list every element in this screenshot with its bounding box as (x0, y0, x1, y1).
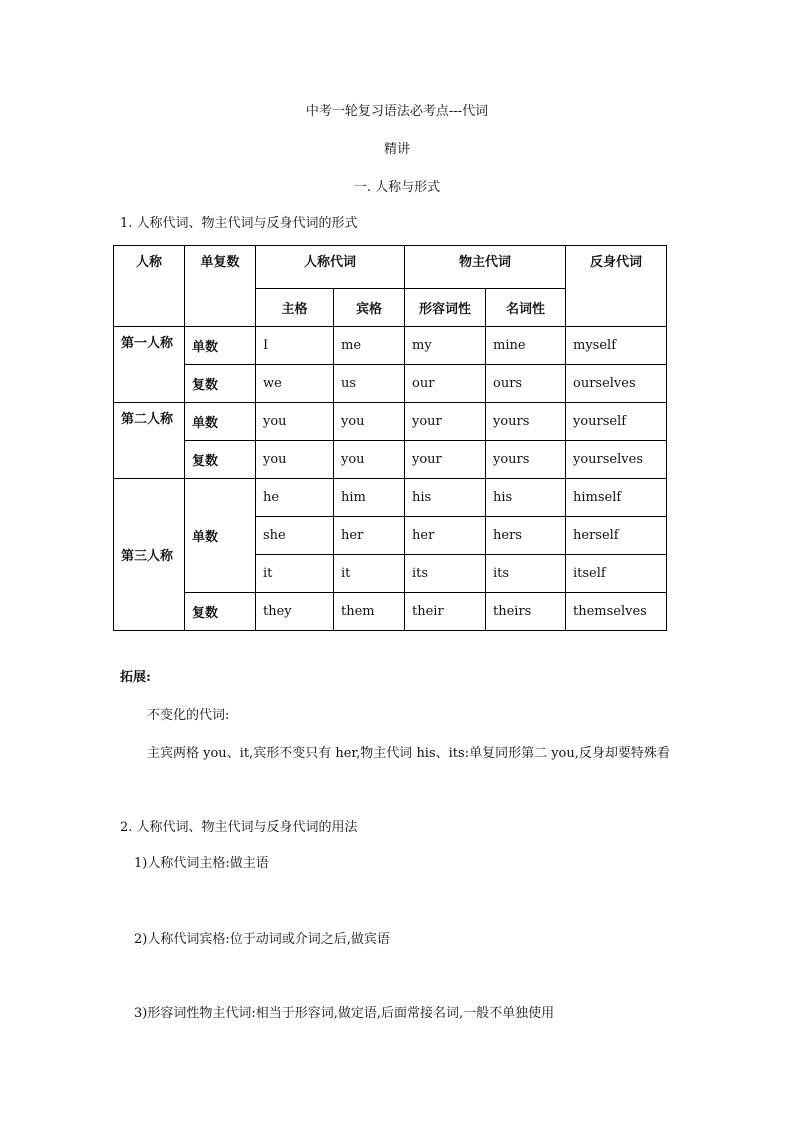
page-subtitle: 精讲 (383, 142, 410, 157)
header-reflexive-pronoun: 反身代词 (566, 246, 667, 327)
header-number: 单复数 (185, 246, 256, 327)
table-row (114, 403, 667, 441)
heading-usage: 2. 人称代词、物主代词与反身代词的用法 (120, 820, 358, 835)
table-cell: them (334, 593, 405, 631)
table-row (114, 365, 667, 403)
table-cell: his (486, 479, 566, 517)
table-cell: our (405, 365, 486, 403)
header-noun: 名词性 (486, 289, 566, 327)
page-title: 中考一轮复习语法必考点---代词 (305, 104, 489, 119)
usage-item: 3)形容词性物主代词:相当于形容词,做定语,后面常接名词,一般不单独使用 (134, 1006, 555, 1021)
header-objective: 宾格 (334, 289, 405, 327)
header-nominative: 主格 (256, 289, 334, 327)
extension-text: 不变化的代词: (147, 708, 230, 723)
table-cell: myself (566, 327, 667, 365)
table-cell: we (256, 365, 334, 403)
table-cell: its (405, 555, 486, 593)
table-cell: she (256, 517, 334, 555)
table-cell: I (256, 327, 334, 365)
table-cell: herself (566, 517, 667, 555)
table-cell: his (405, 479, 486, 517)
table-cell: it (334, 555, 405, 593)
table-cell: yours (486, 441, 566, 479)
table-cell: you (256, 403, 334, 441)
table-row (114, 441, 667, 479)
table-row (114, 327, 667, 365)
table-cell: your (405, 441, 486, 479)
table-cell: you (334, 441, 405, 479)
usage-item: 2)人称代词宾格:位于动词或介词之后,做宾语 (134, 932, 390, 947)
person-first: 第一人称 (114, 327, 185, 403)
table-cell: hers (486, 517, 566, 555)
table-cell: us (334, 365, 405, 403)
table-cell: mine (486, 327, 566, 365)
table-cell: me (334, 327, 405, 365)
number-plural: 复数 (185, 365, 256, 403)
number-singular: 单数 (185, 479, 256, 593)
pronoun-table (113, 245, 667, 631)
table-header-row (114, 246, 667, 289)
table-cell: its (486, 555, 566, 593)
table-cell: yours (486, 403, 566, 441)
person-second: 第二人称 (114, 403, 185, 479)
table-cell: they (256, 593, 334, 631)
table-cell: him (334, 479, 405, 517)
person-third: 第三人称 (114, 479, 185, 631)
table-cell: your (405, 403, 486, 441)
table-cell: yourselves (566, 441, 667, 479)
table-cell: their (405, 593, 486, 631)
table-cell: it (256, 555, 334, 593)
table-cell: you (334, 403, 405, 441)
table-cell: her (334, 517, 405, 555)
table-row (114, 479, 667, 517)
header-personal-pronoun: 人称代词 (256, 246, 405, 289)
header-person: 人称 (114, 246, 185, 327)
number-singular: 单数 (185, 327, 256, 365)
table-cell: yourself (566, 403, 667, 441)
table-cell: ours (486, 365, 566, 403)
extension-label: 拓展: (120, 670, 151, 685)
table-cell: he (256, 479, 334, 517)
table-cell: theirs (486, 593, 566, 631)
header-adjective: 形容词性 (405, 289, 486, 327)
heading-forms: 1. 人称代词、物主代词与反身代词的形式 (120, 216, 358, 231)
number-singular: 单数 (185, 403, 256, 441)
section-title: 一. 人称与形式 (353, 180, 441, 195)
table-cell: himself (566, 479, 667, 517)
table-cell: you (256, 441, 334, 479)
usage-item: 1)人称代词主格:做主语 (134, 856, 269, 871)
table-cell: themselves (566, 593, 667, 631)
table-cell: my (405, 327, 486, 365)
table-row (114, 593, 667, 631)
number-plural: 复数 (185, 441, 256, 479)
table-cell: ourselves (566, 365, 667, 403)
header-possessive-pronoun: 物主代词 (405, 246, 566, 289)
extension-rhyme: 主宾两格 you、it,宾形不变只有 her,物主代词 his、its:单复同形第二 you,反身却要特殊看 (147, 746, 670, 761)
table-cell: her (405, 517, 486, 555)
table-cell: itself (566, 555, 667, 593)
number-plural: 复数 (185, 593, 256, 631)
